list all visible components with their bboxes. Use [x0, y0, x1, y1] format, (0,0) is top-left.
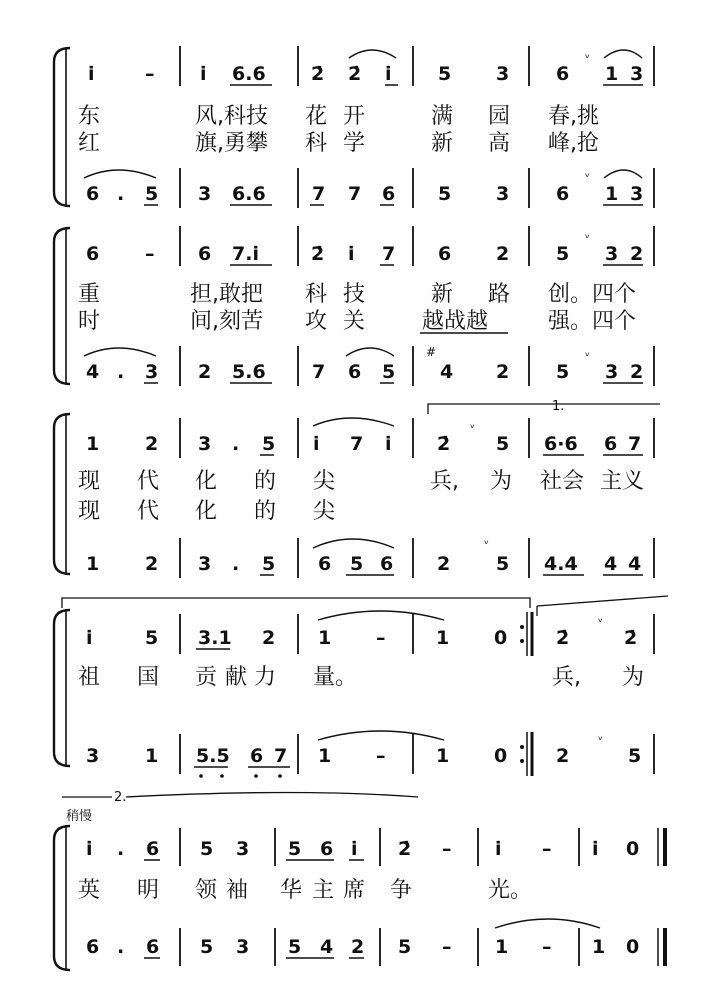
note: 3	[236, 838, 250, 860]
note: 7	[628, 433, 642, 455]
staff-top-1	[88, 50, 643, 85]
tempo-marking: 稍慢	[66, 809, 93, 824]
note: 5	[200, 838, 214, 860]
note: i̇	[200, 63, 207, 85]
note: 1	[86, 433, 100, 455]
lyric: 技	[343, 282, 366, 307]
note: 5	[556, 243, 570, 265]
note: 5	[288, 936, 302, 958]
lyric: 主义	[600, 469, 645, 494]
note: 6·6	[544, 433, 578, 455]
breath-mark: ᵛ	[470, 421, 476, 435]
volta-label: 2.	[114, 790, 127, 805]
note: 6	[604, 433, 618, 455]
note: i̇	[495, 838, 502, 860]
lyric: 花	[305, 104, 328, 129]
note: 6	[320, 838, 334, 860]
lyrics-1	[78, 104, 599, 156]
lyric: 化	[195, 469, 218, 494]
lyric: 东	[78, 104, 101, 129]
lyric: 时	[78, 309, 101, 334]
lyric: 为	[622, 665, 645, 690]
volta-bracket	[62, 598, 530, 608]
note: 3	[198, 433, 212, 455]
system-brace	[54, 610, 70, 766]
note: 1	[318, 627, 332, 649]
repeat-barline	[520, 596, 668, 776]
lyric: 化	[195, 499, 218, 524]
lyric: 袖	[226, 878, 249, 903]
note: 1	[592, 936, 606, 958]
note: 1	[86, 553, 100, 575]
low-octave-dots	[199, 774, 282, 778]
note: 2	[351, 936, 365, 958]
note: 3	[198, 183, 212, 205]
staff-top-5	[86, 838, 639, 860]
lyric: 现	[78, 499, 101, 524]
note: 5	[496, 553, 510, 575]
system-1	[54, 46, 654, 208]
slur	[84, 170, 156, 178]
slur	[84, 348, 156, 356]
note: i̇	[351, 838, 358, 860]
note: 2	[145, 433, 159, 455]
note: 4	[320, 936, 334, 958]
lyrics-4	[78, 665, 644, 690]
note: 5	[350, 553, 364, 575]
note: i̇	[348, 243, 355, 265]
note: 2	[496, 361, 510, 383]
lyric: 尖	[313, 469, 336, 494]
lyric: 新	[431, 131, 454, 156]
lyric: 学	[343, 131, 366, 156]
lyric: 的	[254, 469, 277, 494]
dash: –	[145, 63, 155, 85]
system-5	[54, 790, 665, 970]
note: i̇	[86, 627, 93, 649]
dash: –	[442, 936, 452, 958]
lyric: 为	[490, 469, 513, 494]
lyric: 领	[195, 878, 218, 903]
lyric: 明	[137, 878, 160, 903]
dot: .	[117, 838, 125, 860]
lyric: 强。四个	[548, 309, 637, 334]
note: 2	[630, 361, 644, 383]
note: 4.4	[544, 553, 578, 575]
lyric: 高	[488, 131, 511, 156]
breath-mark: ᵛ	[598, 615, 604, 629]
breath-mark: ᵛ	[585, 170, 591, 184]
lyric: 关	[343, 309, 366, 334]
slur	[604, 170, 642, 178]
tie	[318, 611, 444, 620]
lyric: 越战越	[422, 309, 489, 334]
dot: .	[117, 936, 125, 958]
note: 6	[556, 63, 570, 85]
note: 5	[438, 63, 452, 85]
sharp-sign: #	[426, 345, 437, 359]
lyric: 担,敢把	[190, 282, 263, 307]
lyric: 的	[254, 499, 277, 524]
lyric: 祖	[78, 665, 101, 690]
note: 5.6	[232, 361, 266, 383]
note: 1	[318, 745, 332, 767]
staff-top-4	[86, 611, 637, 649]
note: 7	[348, 183, 362, 205]
system-brace	[54, 48, 70, 206]
note: 3	[605, 361, 619, 383]
note: 2̇	[398, 838, 412, 860]
staff-bottom-5	[86, 919, 639, 958]
lyric: 量。	[313, 665, 358, 690]
dot: .	[232, 553, 240, 575]
note: i̇	[385, 63, 392, 85]
breath-mark: ᵛ	[484, 537, 490, 551]
system-4	[54, 596, 668, 778]
volta-bracket	[126, 793, 418, 798]
note: 2̇	[348, 63, 362, 85]
lyric: 代	[137, 499, 160, 524]
note: 5	[288, 838, 302, 860]
dash: –	[145, 243, 155, 265]
note: 5.5	[196, 745, 230, 767]
note: i̇	[86, 838, 93, 860]
volta-bracket	[428, 404, 660, 414]
lyric: 英	[78, 878, 101, 903]
note: 2	[630, 243, 644, 265]
slur	[349, 50, 396, 58]
note: 0	[626, 936, 640, 958]
note: 1	[436, 627, 450, 649]
dash: –	[376, 745, 386, 767]
breath-mark: ᵛ	[598, 733, 604, 747]
lyric: 路	[488, 282, 511, 307]
lyric: 贡	[195, 665, 218, 690]
note: 1	[495, 936, 509, 958]
note: 7.i̇	[232, 243, 259, 265]
note: 5	[382, 361, 396, 383]
system-brace	[54, 414, 70, 574]
dash: –	[542, 838, 552, 860]
staff-bottom-3	[86, 537, 643, 575]
note: 6	[438, 243, 452, 265]
system-brace	[54, 826, 70, 970]
note: 3	[605, 243, 619, 265]
staff-top-2	[86, 231, 643, 265]
note: i̇	[88, 63, 95, 85]
note: 5	[398, 936, 412, 958]
note: 2̇	[437, 433, 451, 455]
note: 3	[630, 183, 644, 205]
note: 5	[200, 936, 214, 958]
lyric: 华	[280, 878, 303, 903]
lyric: 满	[431, 104, 454, 129]
lyric: 风,科技	[195, 104, 268, 129]
slur	[313, 418, 394, 426]
staff-top-3	[86, 418, 643, 455]
note: 2	[262, 627, 276, 649]
note: 2	[496, 243, 510, 265]
lyric: 力	[254, 665, 277, 690]
lyric: 代	[137, 469, 160, 494]
note: 6.6	[232, 63, 266, 85]
lyric: 争	[390, 878, 413, 903]
system-brace	[54, 228, 70, 384]
note: 2̇	[311, 63, 325, 85]
note: 5	[496, 433, 510, 455]
note: 6	[382, 183, 396, 205]
slur	[346, 348, 394, 356]
lyric: 社会	[540, 469, 585, 494]
note: 2̇	[311, 243, 325, 265]
lyric: 科	[305, 131, 328, 156]
tie	[318, 731, 444, 740]
note: 2	[556, 745, 570, 767]
note: 5	[262, 433, 276, 455]
note: 3.1	[198, 627, 232, 649]
note: 4	[86, 361, 100, 383]
note: 6	[146, 936, 160, 958]
note: 1	[436, 745, 450, 767]
note: 3	[145, 361, 159, 383]
breath-mark: ᵛ	[585, 231, 591, 245]
lyric: 红	[78, 131, 101, 156]
lyric: 攻	[305, 309, 328, 334]
breath-mark: ᵛ	[585, 51, 591, 65]
note: 6	[86, 243, 100, 265]
lyrics-3	[78, 469, 644, 524]
lyric: 兵,	[552, 665, 581, 690]
lyric: 间,刻苦	[190, 309, 263, 334]
note: 3	[630, 63, 644, 85]
dot: .	[232, 433, 240, 455]
lyrics-5	[78, 878, 532, 903]
dash: –	[376, 627, 386, 649]
note: 5	[628, 745, 642, 767]
note: 2	[437, 553, 451, 575]
lyric: 主	[312, 878, 335, 903]
note: 5	[438, 183, 452, 205]
lyric: 尖	[313, 499, 336, 524]
note: 6	[86, 183, 100, 205]
note: 2̇	[624, 627, 638, 649]
note: 7	[350, 433, 364, 455]
note: 6	[198, 243, 212, 265]
note: 4	[440, 361, 454, 383]
note: 4	[628, 553, 642, 575]
note: 0	[494, 745, 508, 767]
lyric: 席	[343, 878, 366, 903]
note: 6	[318, 553, 332, 575]
volta-label: 1.	[552, 399, 565, 414]
lyric: 创。四个	[548, 282, 637, 307]
note: 1	[145, 745, 159, 767]
lyric: 旗,勇攀	[195, 131, 268, 156]
tie	[495, 919, 600, 928]
system-3	[54, 399, 660, 578]
note: 3	[496, 63, 510, 85]
slur	[313, 539, 394, 548]
note: i̇	[313, 433, 320, 455]
lyric: 开	[343, 104, 366, 129]
lyric: 国	[137, 665, 160, 690]
dot: .	[117, 183, 125, 205]
note: 4	[604, 553, 618, 575]
note: 6	[250, 745, 264, 767]
note: 7	[274, 745, 288, 767]
note: 3	[496, 183, 510, 205]
slur	[604, 50, 642, 58]
lyric: 峰,抢	[548, 131, 599, 156]
note: 5	[145, 183, 159, 205]
note: 6.6	[232, 183, 266, 205]
note: 6	[86, 936, 100, 958]
note: 6	[556, 183, 570, 205]
note: i̇	[592, 838, 599, 860]
lyric: 重	[78, 282, 101, 307]
note: 0	[626, 838, 640, 860]
note: 2	[145, 553, 159, 575]
barline	[180, 418, 654, 578]
note: 7	[312, 361, 326, 383]
note: 0	[494, 627, 508, 649]
lyric: 兵,	[430, 469, 459, 494]
staff-bottom-1	[84, 170, 643, 205]
note: 3	[198, 553, 212, 575]
staff-bottom-2	[84, 345, 643, 383]
note: 7	[382, 243, 396, 265]
breath-mark: ᵛ	[585, 349, 591, 363]
dot: .	[117, 361, 125, 383]
note: 1	[605, 63, 619, 85]
staff-bottom-4	[86, 731, 641, 778]
note: 6	[146, 838, 160, 860]
note: 7	[312, 183, 326, 205]
lyric: 现	[78, 469, 101, 494]
lyric: 春,挑	[548, 104, 599, 129]
note: 3	[236, 936, 250, 958]
dash: –	[442, 838, 452, 860]
note: 6	[380, 553, 394, 575]
note: 3	[86, 745, 100, 767]
note: 2̇	[556, 627, 570, 649]
lyric: 园	[488, 104, 511, 129]
lyric: 献	[225, 665, 248, 690]
system-2	[54, 226, 654, 386]
lyric: 光。	[488, 878, 533, 903]
note: 2	[198, 361, 212, 383]
note: i̇	[385, 433, 392, 455]
lyric: 新	[431, 282, 454, 307]
note: 6	[348, 361, 362, 383]
final-barline	[658, 828, 665, 966]
lyrics-2	[78, 282, 636, 334]
note: 5	[556, 361, 570, 383]
note: 5	[145, 627, 159, 649]
note: 1	[605, 183, 619, 205]
lyric: 科	[305, 282, 328, 307]
note: 5	[262, 553, 276, 575]
dash: –	[542, 936, 552, 958]
